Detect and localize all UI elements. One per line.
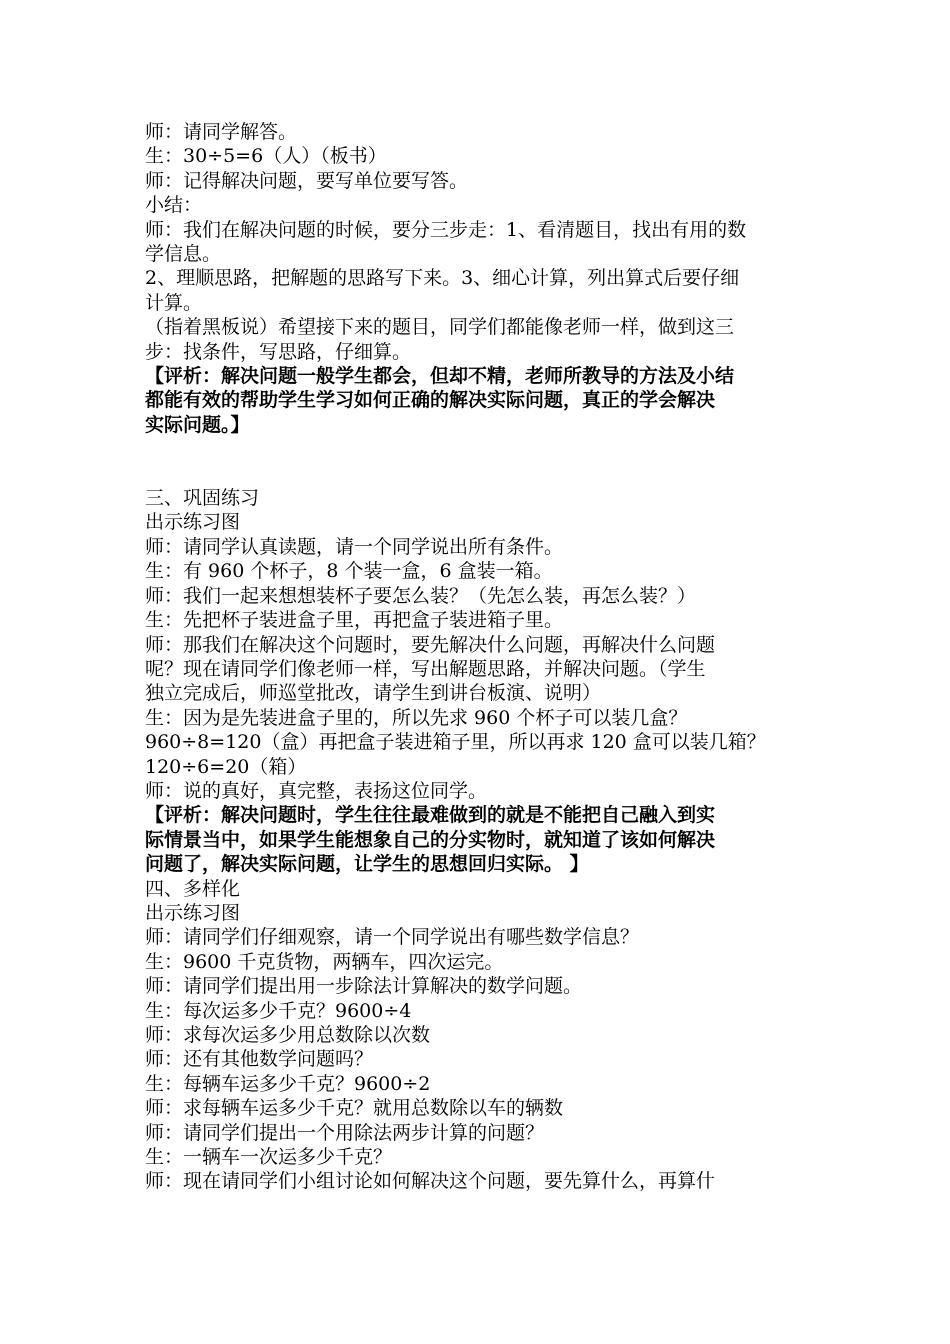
text-line: 小结： — [145, 194, 203, 217]
text-line: 四、多样化 — [145, 877, 241, 900]
text-line: 学信息。 — [145, 243, 222, 266]
text-line: 出示练习图 — [145, 511, 241, 534]
commentary-line: 【评析：解决问题时，学生往往最难做到的就是不能把自己融入到实 — [145, 804, 716, 827]
text-line: 生：一辆车一次运多少千克？ — [145, 1146, 393, 1169]
text-line: 生：每次运多少千克？9600÷4 — [145, 999, 412, 1022]
text-line: 独立完成后，师巡堂批改，请学生到讲台板演、说明） — [145, 682, 602, 705]
text-line: 计算。 — [145, 291, 203, 314]
text-line: 生：因为是先装进盒子里的，所以先求 960 个杯子可以装几盒？ — [145, 706, 688, 729]
text-line: 师：说的真好，真完整，表扬这位同学。 — [145, 779, 488, 802]
text-line: 师：请同学解答。 — [145, 121, 298, 143]
commentary-line: 都能有效的帮助学生学习如何正确的解决实际问题，真正的学会解决 — [145, 389, 716, 412]
document-page — [145, 120, 810, 1194]
text-line: 师：求每辆车运多少千克？就用总数除以车的辆数 — [145, 1097, 564, 1120]
text-line: 三、巩固练习 — [145, 487, 260, 510]
text-line: 师：我们在解决问题的时候，要分三步走：1、看清题目，找出有用的数 — [145, 218, 747, 241]
text-line: 2、理顺思路，把解题的思路写下来。3、细心计算，列出算式后要仔细 — [145, 267, 740, 290]
text-line: 师：请同学们提出一个用除法两步计算的问题？ — [145, 1121, 545, 1144]
text-line: 960÷8=120（盒）再把盒子装进箱子里，所以再求 120 盒可以装几箱？ — [145, 731, 766, 754]
commentary-line: 【评析：解决问题一般学生都会，但却不精，老师所教导的方法及小结 — [145, 365, 735, 388]
text-line: 120÷6=20（箱） — [145, 755, 307, 778]
text-line: 步：找条件，写思路，仔细算。 — [145, 340, 412, 363]
text-line: 师：我们一起来想想装杯子要怎么装？（先怎么装，再怎么装？） — [145, 584, 697, 607]
text-line: 师：请同学认真读题，请一个同学说出所有条件。 — [145, 535, 564, 558]
text-line: （指着黑板说）希望接下来的题目，同学们都能像老师一样，做到这三 — [145, 316, 735, 339]
commentary-line: 实际问题。】 — [145, 413, 250, 436]
text-line: 师：现在请同学们小组讨论如何解决这个问题，要先算什么，再算什 — [145, 1170, 716, 1193]
text-line: 师：那我们在解决这个问题时，要先解决什么问题，再解决什么问题 — [145, 633, 716, 656]
text-line: 生：9600 千克货物，两辆车，四次运完。 — [145, 950, 504, 973]
text-line: 师：求每次运多少用总数除以次数 — [145, 1024, 431, 1046]
text-line: 师：还有其他数学问题吗？ — [145, 1048, 374, 1071]
text-line: 出示练习图 — [145, 901, 241, 924]
text-line: 生：30÷5=6（人）（板书） — [145, 145, 387, 168]
blank-line — [145, 462, 810, 486]
text-line: 生：有 960 个杯子，8 个装一盒，6 盒装一箱。 — [145, 560, 553, 583]
text-line: 呢？现在请同学们像老师一样，写出解题思路，并解决问题。（学生 — [145, 657, 706, 680]
commentary-line: 问题了，解决实际问题，让学生的思想回归实际。 】 — [145, 853, 589, 876]
text-line: 师：请同学们仔细观察，请一个同学说出有哪些数学信息？ — [145, 926, 640, 949]
text-line: 师：请同学们提出用一步除法计算解决的数学问题。 — [145, 975, 583, 998]
text-line: 生：先把杯子装进盒子里，再把盒子装进箱子里。 — [145, 609, 564, 632]
text-line: 师：记得解决问题，要写单位要写答。 — [145, 169, 469, 192]
text-line: 生：每辆车运多少千克？9600÷2 — [145, 1072, 431, 1095]
blank-line — [145, 437, 810, 461]
commentary-line: 际情景当中，如果学生能想象自己的分实物时，就知道了该如何解决 — [145, 828, 716, 851]
